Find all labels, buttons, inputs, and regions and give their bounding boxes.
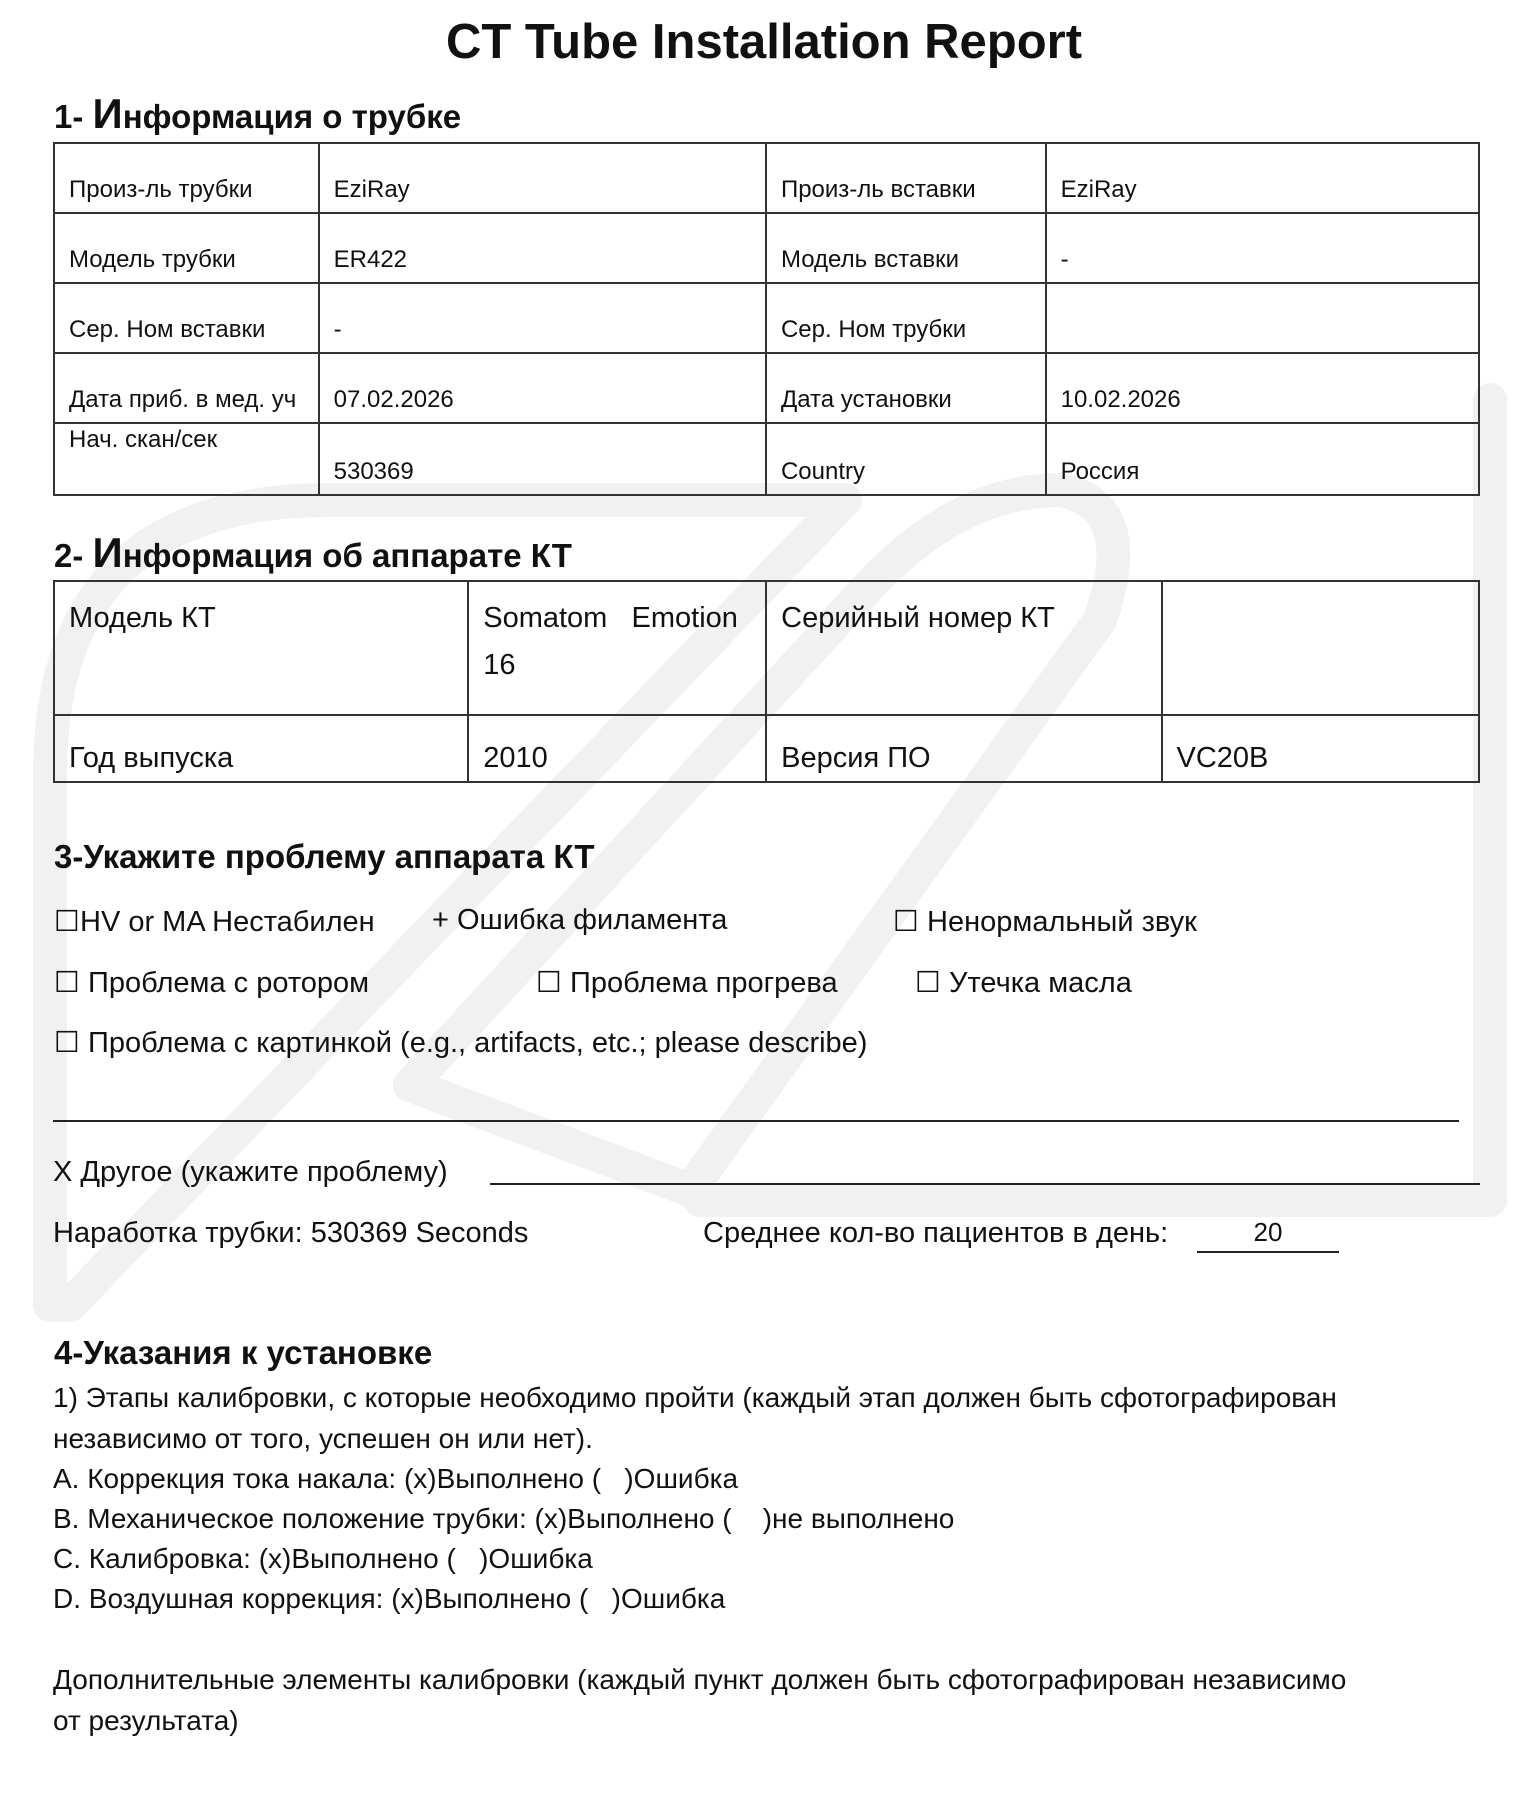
section3-heading: 3-Укажите проблему аппарата КТ — [54, 838, 595, 875]
insert-serial-label: Сер. Ном вставки — [54, 283, 319, 353]
tube-maker-label: Произ-ль трубки — [54, 143, 319, 213]
ct-serial-label: Серийный номер КТ — [766, 581, 1161, 715]
tube-model-label: Модель трубки — [54, 213, 319, 283]
install-date-value: 10.02.2026 — [1046, 353, 1479, 423]
country-value: Россия — [1046, 423, 1479, 495]
tube-runtime: Наработка трубки: 530369 Seconds — [53, 1217, 529, 1249]
tube-info-table — [53, 142, 1480, 496]
table-row — [54, 143, 1479, 213]
step-a: A. Коррекция тока накала: (x)Выполнено ( )Ошибка — [53, 1463, 739, 1494]
insert-model-label: Модель вставки — [766, 213, 1046, 283]
option-oil-leak[interactable]: ☐ Утечка масла — [915, 967, 1132, 999]
option-image-problem[interactable]: ☐ Проблема с картинкой (e.g., artifacts, etc.; please describe) — [54, 1027, 868, 1059]
tube-serial-label: Сер. Ном трубки — [766, 283, 1046, 353]
option-rotor-problem[interactable]: ☐ Проблема с ротором — [54, 967, 370, 999]
section4-heading: 4-Указания к установке — [54, 1334, 433, 1371]
patients-per-day-value[interactable]: 20 — [1197, 1217, 1339, 1253]
ct-model-label: Модель КТ — [54, 581, 468, 715]
software-version-value: VC20B — [1162, 715, 1479, 782]
table-row — [54, 213, 1479, 283]
table-row — [54, 581, 1479, 715]
calibration-intro-line1: 1) Этапы калибровки, с которые необходимо пройти (каждый этап должен быть сфотографирован — [53, 1382, 1337, 1413]
option-filament-error[interactable]: + Ошибка филамента — [432, 904, 728, 936]
other-problem-line[interactable] — [490, 1183, 1480, 1185]
step-b: B. Механическое положение трубки: (x)Выполнено ( )не выполнено — [53, 1503, 955, 1534]
patients-per-day-label: Среднее кол-во пациентов в день: — [703, 1217, 1169, 1249]
tube-maker-value: EziRay — [319, 143, 766, 213]
insert-maker-label: Произ-ль вставки — [766, 143, 1046, 213]
step-c: C. Калибровка: (x)Выполнено ( )Ошибка — [53, 1543, 593, 1574]
year-label: Год выпуска — [54, 715, 468, 782]
ct-serial-value — [1162, 581, 1479, 715]
insert-serial-value: - — [319, 283, 766, 353]
initial-scan-label: Нач. скан/сек — [54, 423, 319, 495]
ct-model-value: Somatom Emotion 16 — [468, 581, 766, 715]
tube-model-value: ER422 — [319, 213, 766, 283]
table-row — [54, 353, 1479, 423]
software-version-label: Версия ПО — [766, 715, 1161, 782]
section1-heading: 1- Информация о трубке — [54, 90, 462, 137]
ct-info-table — [53, 580, 1480, 783]
calibration-intro-line2: независимо от того, успешен он или нет). — [53, 1423, 593, 1454]
year-value: 2010 — [468, 715, 766, 782]
table-row — [54, 715, 1479, 782]
tube-serial-value — [1046, 283, 1479, 353]
arrival-date-label: Дата приб. в мед. уч — [54, 353, 319, 423]
step-d: D. Воздушная коррекция: (x)Выполнено ( )Ошибка — [53, 1583, 726, 1614]
option-abnormal-noise[interactable]: ☐ Ненормальный звук — [893, 906, 1197, 938]
insert-maker-value: EziRay — [1046, 143, 1479, 213]
install-date-label: Дата установки — [766, 353, 1046, 423]
insert-model-value: - — [1046, 213, 1479, 283]
section2-heading: 2- Информация об аппарате КТ — [54, 529, 572, 576]
arrival-date-value: 07.02.2026 — [319, 353, 766, 423]
extra-calibration-line1: Дополнительные элементы калибровки (каждый пункт должен быть сфотографирован независимо — [53, 1664, 1347, 1695]
table-row — [54, 283, 1479, 353]
initial-scan-value: 530369 — [319, 423, 766, 495]
report-title: CT Tube Installation Report — [445, 15, 1083, 69]
country-label: Country — [766, 423, 1046, 495]
table-row — [54, 423, 1479, 495]
option-hv-ma-unstable[interactable]: ☐HV or MA Нестабилен — [54, 906, 375, 938]
extra-calibration-line2: от результата) — [53, 1705, 239, 1736]
option-warmup-problem[interactable]: ☐ Проблема прогрева — [536, 967, 838, 999]
describe-line[interactable] — [53, 1120, 1459, 1122]
other-problem-label: X Другое (укажите проблему) — [53, 1156, 448, 1188]
